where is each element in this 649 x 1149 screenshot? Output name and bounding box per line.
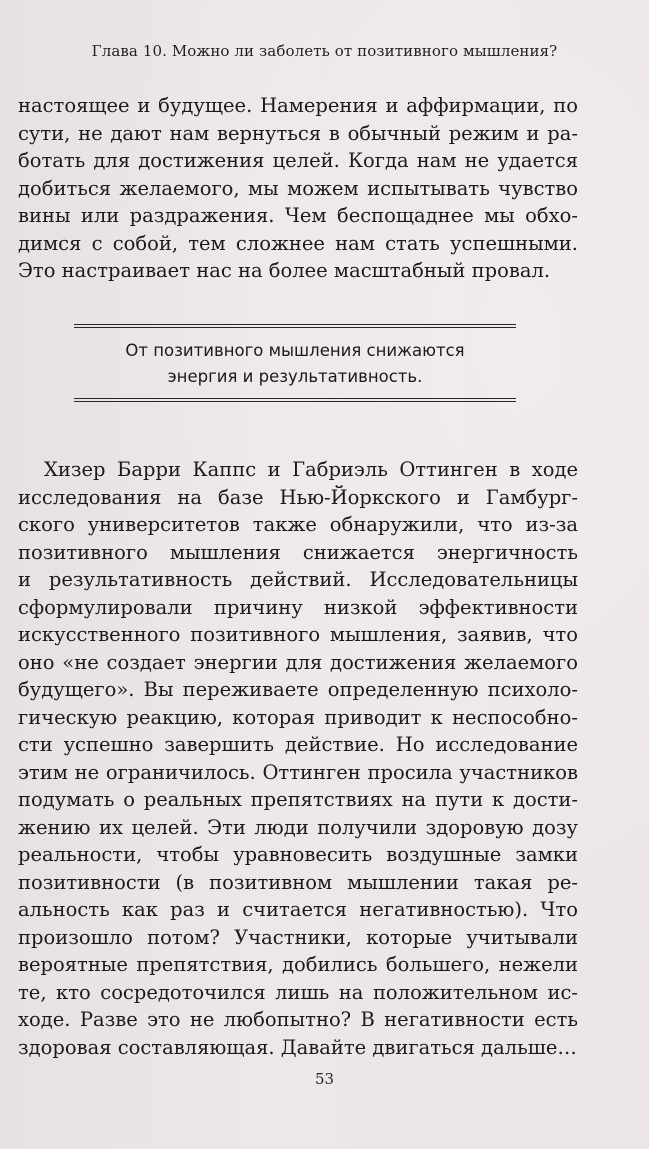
text-line: реальности, чтобы уравновесить воздушные замки [18,843,578,866]
text-line: оно «не создает энергии для достижения желаемого [18,650,578,674]
paragraph-research [18,456,578,1061]
paragraph-intro [18,92,578,285]
text-line: позитивного мышления снижается энергичность [18,540,578,564]
text-line: ского университетов также обнаружили, что из-за [18,513,578,536]
text-line: те, кто сосредоточился лишь на положительном ис- [18,980,578,1004]
text-line: будущего». Вы переживаете определенную психоло- [18,678,578,701]
text-line: Это настраивает нас на более масштабный провал. [18,259,551,282]
running-header: Глава 10. Можно ли заболеть от позитивного мышления? [91,42,558,60]
text-line: сути, не дают нам вернуться в обычный режим и ра- [18,121,578,145]
text-line: вероятные препятствия, добились большего, нежели [18,953,578,976]
text-line: здоровая составляющая. Давайте двигаться дальше… [18,1035,577,1059]
text-line: жению их целей. Эти люди получили здоровую дозу [18,815,578,839]
text-line: Хизер Барри Каппс и Габриэль Оттинген в ходе [44,458,578,481]
pull-quote [74,324,516,402]
text-line: исследования на базе Нью-Йоркского и Гамбург- [18,485,578,509]
text-line: ходе. Разве это не любопытно? В негативности есть [18,1008,578,1031]
text-line: искусственного позитивного мышления, заявив, что [18,623,578,646]
text-line: и результативность действий. Исследовательницы [18,568,578,591]
text-line: произошло потом? Участники, которые учитывали [18,925,578,949]
text-line: сформулировали причину низкой эффективности [18,595,578,619]
pull-quote-line: энергия и результативность. [167,367,423,386]
bottom-divider [74,398,516,402]
text-line: гическую реакцию, которая приводит к неспособно- [18,705,578,729]
text-line: позитивности (в позитивном мышлении такая ре- [18,870,578,894]
text-line: сти успешно завершить действие. Но исследование [18,733,578,756]
text-line: добиться желаемого, мы можем испытывать чувство [18,176,578,200]
text-line: димся с собой, тем сложнее нам стать успешными. [18,231,578,255]
text-line: ботать для достижения целей. Когда нам не удается [18,149,578,172]
text-line: альность как раз и считается негативностью). Что [18,898,578,921]
top-divider [74,324,516,328]
text-line: этим не ограничилось. Оттинген просила участников [18,760,578,784]
page-number: 53 [314,1070,335,1088]
pull-quote-line: От позитивного мышления снижаются [125,341,465,360]
text-line: настоящее и будущее. Намерения и аффирмации, по [18,94,578,117]
text-line: вины или раздражения. Чем беспощаднее мы обхо- [18,204,578,227]
text-line: подумать о реальных препятствиях на пути к дости- [18,788,578,811]
pull-quote-text [74,338,516,390]
